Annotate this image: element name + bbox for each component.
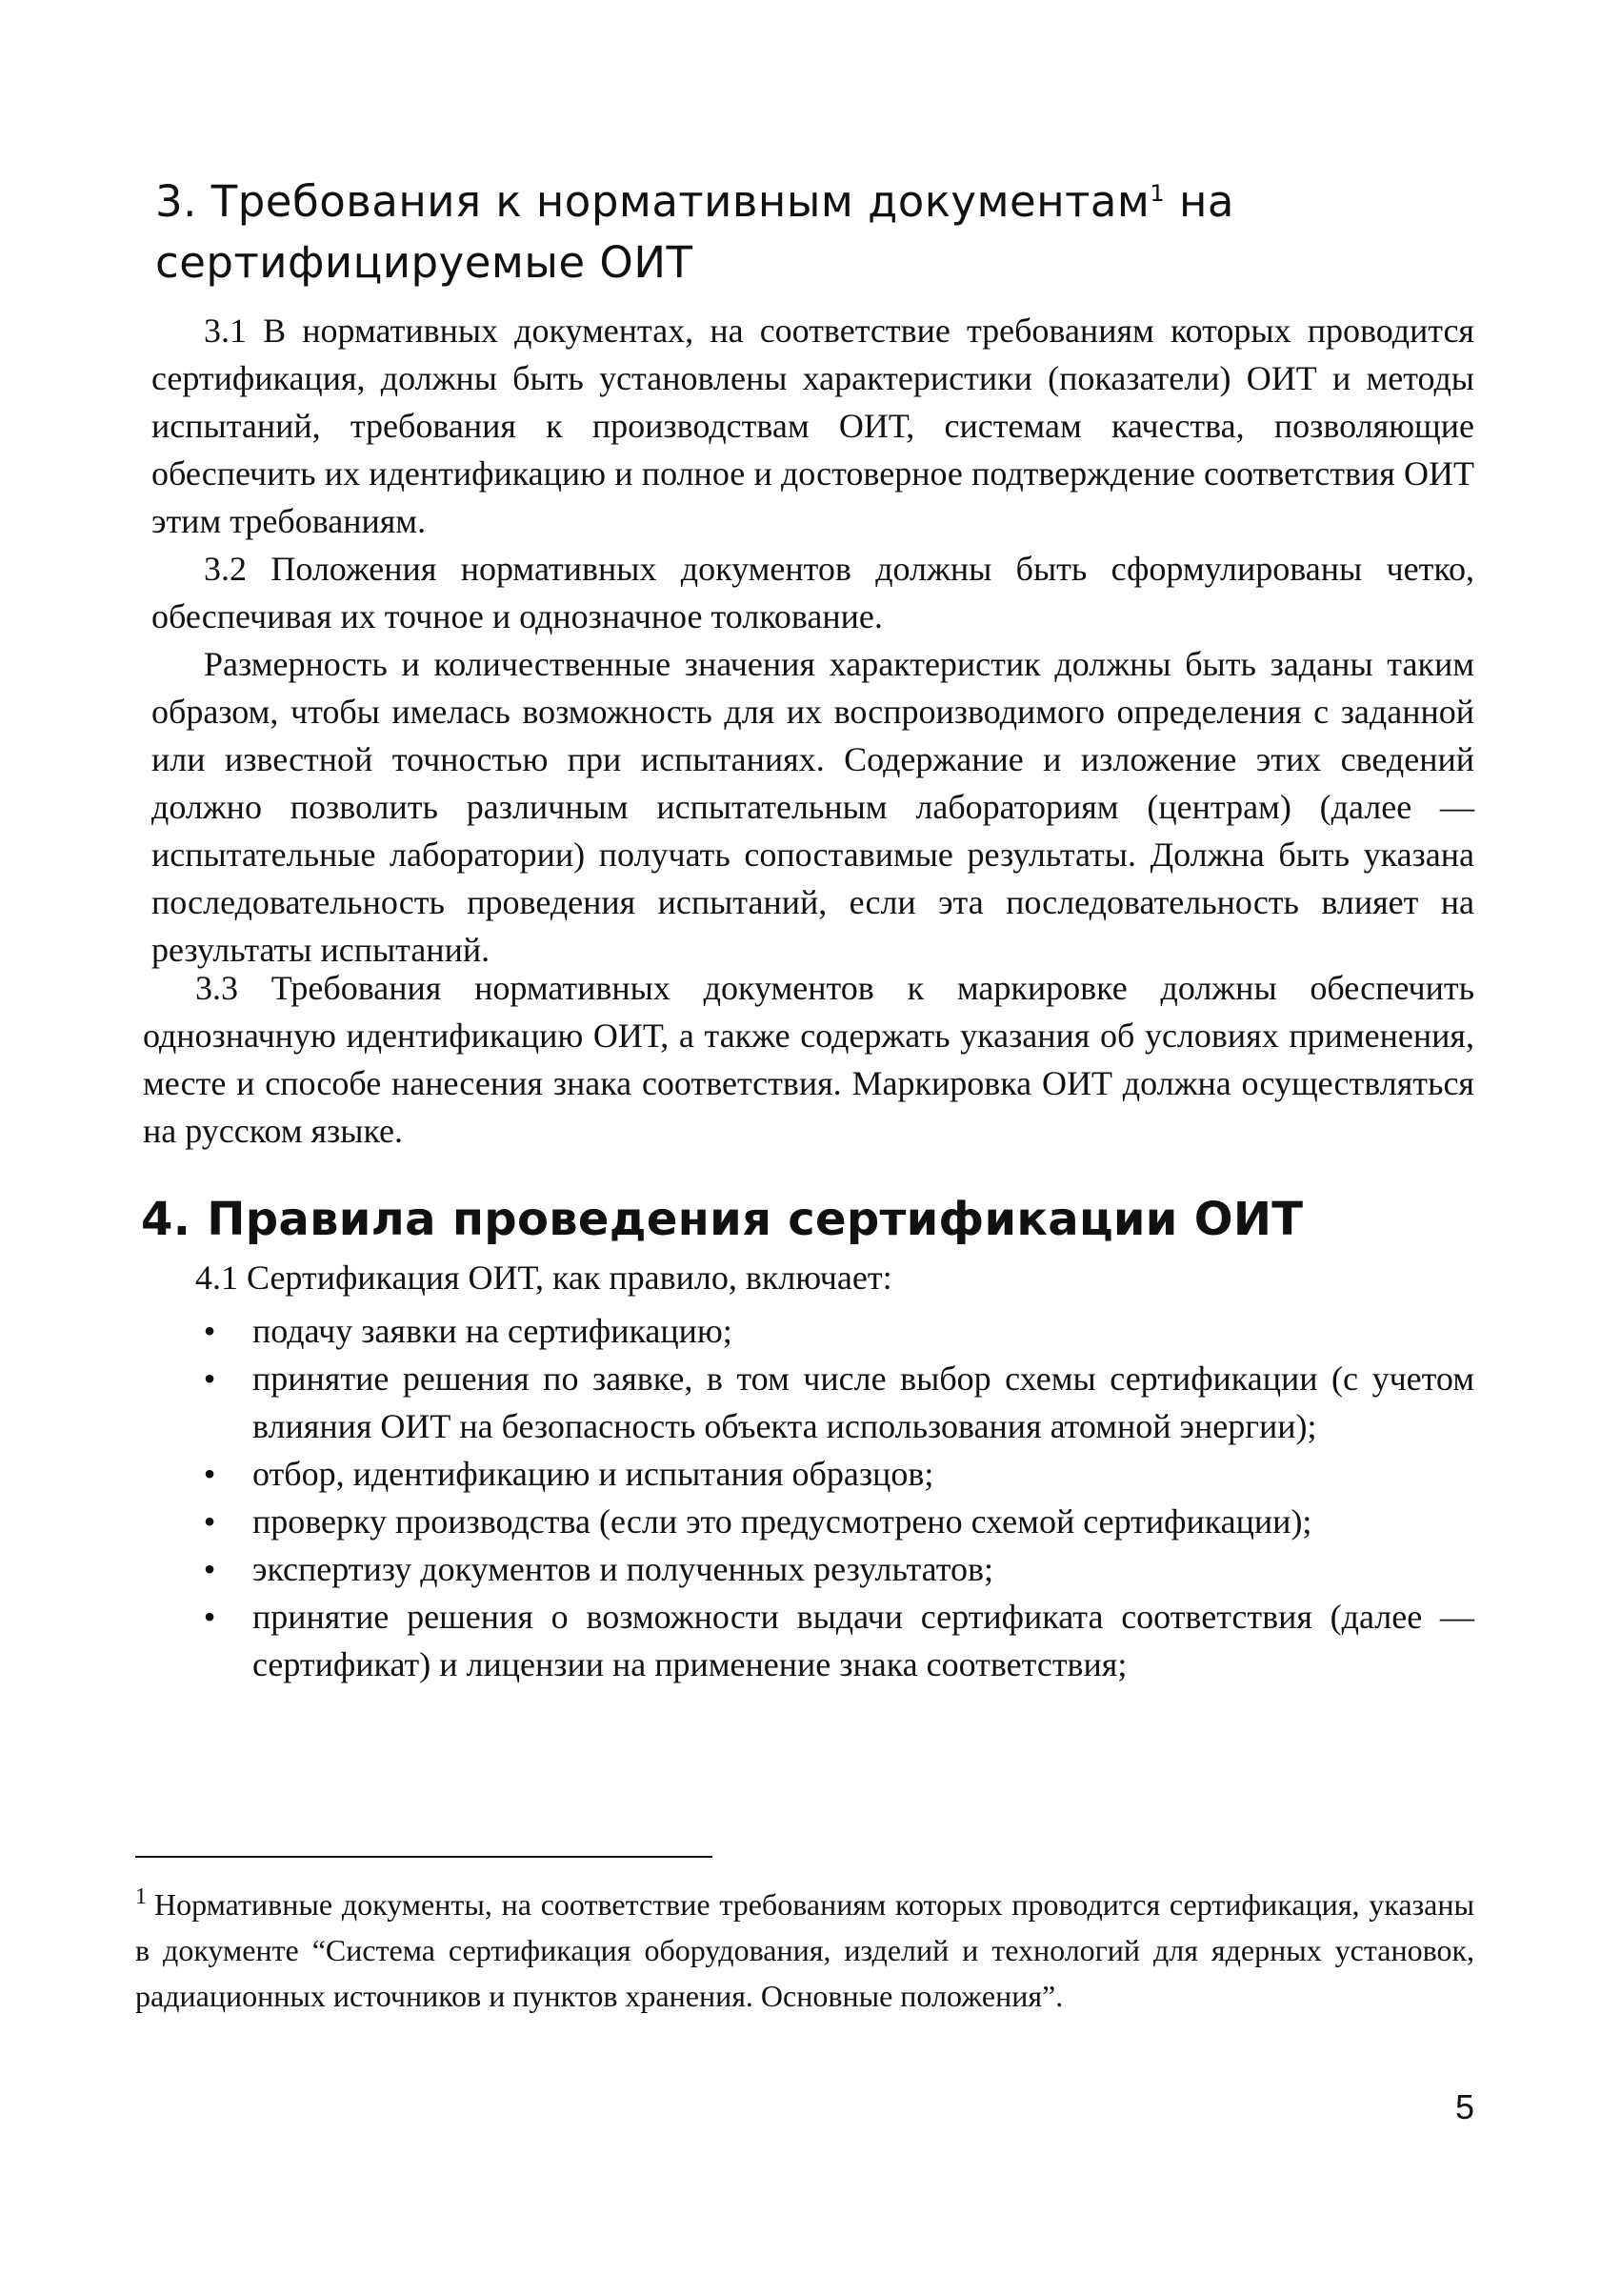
bullet-icon: • (203, 1550, 216, 1588)
section-3-heading (155, 171, 1508, 293)
paragraph-3-3: 3.3 Требования нормативных документов к маркировке должны обеспечить однозначную идентификацию ОИТ, а также содержать указания об условиях применения, месте и способе нанесения знака соответствия. Маркировка ОИТ должна осуществляться на русском языке. (143, 969, 1474, 1150)
section-3-heading-tail: на сертифицируемые ОИТ (155, 176, 1234, 288)
footnote-divider (135, 1856, 712, 1858)
paragraph-3-2-continued: Размерность и количественные значения характеристик должны быть заданы таким образом, чтобы имелась возможность для их воспроизводимого определения с заданной или известной точностью при испытаниях. Содержание и изложение этих сведений должно позволить различным испытательным лабораториям (центрам) (далее — испытательные лаборатории) получать сопоставимые результаты. Должна быть указана последовательность проведения испытаний, если эта последовательность влияет на результаты испытаний. (151, 645, 1474, 969)
list-item (143, 1545, 1474, 1593)
footnote-text: Нормативные документы, на соответствие требованиям которых проводится сертификация, указаны в документе “Система сертификация оборудования, изделий и технологий для ядерных установок, радиационных источников и пунктов хранения. Основные положения”. (135, 1887, 1474, 2013)
list-item-text: принятие решения по заявке, в том числе выбор схемы сертификации (с учетом влияния ОИТ на безопасность объекта использования атомной энергии); (252, 1359, 1474, 1445)
list-item (143, 1498, 1474, 1545)
bullet-icon: • (203, 1598, 216, 1636)
page-number: 5 (1454, 2087, 1474, 2126)
section-3-heading-text: 3. Требования к нормативным документам (155, 176, 1151, 227)
footnote-mark: 1 (135, 1884, 147, 1910)
footnote-reference: 1 (1150, 180, 1166, 207)
section-4-heading: 4. Правила проведения сертификации ОИТ (141, 1193, 1304, 1246)
bullet-icon: • (203, 1312, 216, 1350)
paragraph-3-2: 3.2 Положения нормативных документов должны быть сформулированы четко, обеспечивая их точное и однозначное толкование. (151, 550, 1474, 635)
paragraph-3-1: 3.1 В нормативных документах, на соответствие требованиям которых проводится сертификация, должны быть установлены характеристики (показатели) ОИТ и методы испытаний, требования к производствам ОИТ, системам качества, позволяющие обеспечить их идентификацию и полное и достоверное подтверждение соответствия ОИТ этим требованиям. (151, 312, 1474, 540)
paragraph-4-1: 4.1 Сертификация ОИТ, как правило, включает: (195, 1259, 892, 1297)
footnote (135, 1882, 1474, 2019)
bullet-icon: • (203, 1502, 216, 1541)
list-item-text: отбор, идентификацию и испытания образцов; (252, 1455, 934, 1493)
list-item (143, 1307, 1474, 1355)
certification-steps-list (143, 1307, 1474, 1688)
bullet-icon: • (203, 1359, 216, 1398)
list-item-text: принятие решения о возможности выдачи сертификата соответствия (далее — сертификат) и лицензии на применение знака соответствия; (252, 1598, 1474, 1683)
list-item-text: экспертизу документов и полученных результатов; (252, 1550, 993, 1588)
list-item-text: подачу заявки на сертификацию; (252, 1312, 732, 1350)
list-item-text: проверку производства (если это предусмотрено схемой сертификации); (252, 1502, 1312, 1541)
list-item (143, 1450, 1474, 1498)
list-item (143, 1355, 1474, 1450)
bullet-icon: • (203, 1455, 216, 1493)
list-item (143, 1593, 1474, 1688)
